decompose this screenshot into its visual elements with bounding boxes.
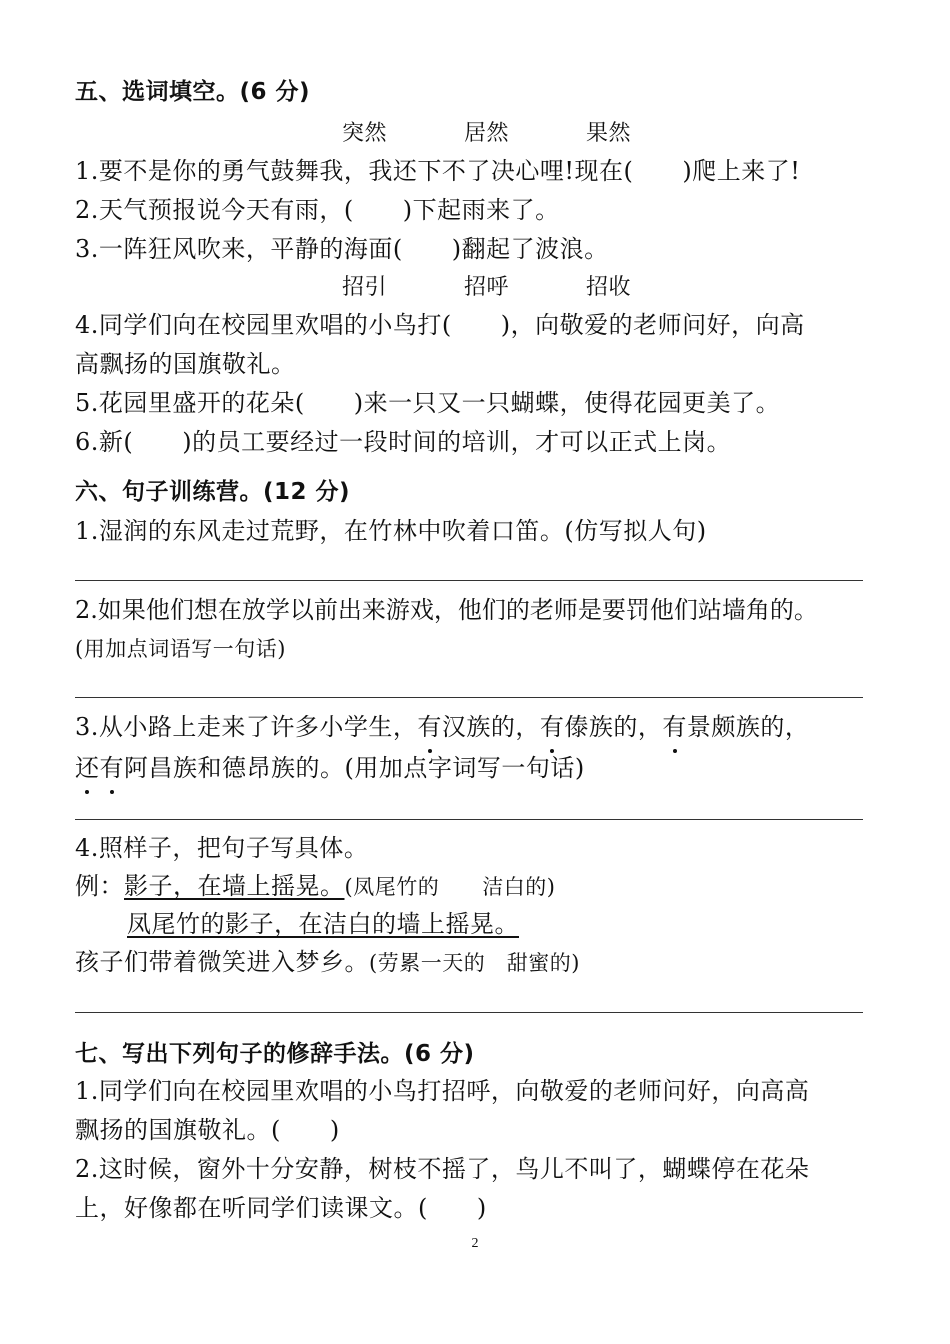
s6-question-2-line2: (用加点词语写一句话) <box>75 637 286 661</box>
dotted-char: 有 <box>539 713 565 741</box>
s6-question-2-line1: 2.如果他们想在放学以前出来游戏，他们的老师是要罚他们站墙角的。 <box>75 596 818 624</box>
example-result: 凤尾竹的影子，在洁白的墙上摇晃。 <box>127 910 519 938</box>
task-hint: (劳累一天的 甜蜜的) <box>369 951 580 975</box>
answer-line[interactable] <box>75 580 863 581</box>
s7-question-2-line1: 2.这时候，窗外十分安静，树枝不摇了，鸟儿不叫了，蝴蝶停在花朵 <box>75 1155 810 1183</box>
dotted-char: 有 <box>99 754 124 782</box>
s7-question-1-line1: 1.同学们向在校园里欢唱的小鸟打招呼，向敬爱的老师问好，向高高 <box>75 1077 810 1105</box>
s5-question-2: 2.天气预报说今天有雨，( )下起雨来了。 <box>75 196 560 224</box>
answer-line[interactable] <box>75 697 863 698</box>
s5-question-1: 1.要不是你的勇气鼓舞我，我还下不了决心哩!现在( )爬上来了! <box>75 157 801 185</box>
s5-question-4-line1: 4.同学们向在校园里欢唱的小鸟打( )，向敬爱的老师问好，向高 <box>75 311 805 339</box>
section5-title: 五、选词填空。(6 分) <box>75 79 311 105</box>
s6-question-1: 1.湿润的东风走过荒野，在竹林中吹着口笛。(仿写拟人句) <box>75 517 707 545</box>
s5-question-3: 3.一阵狂风吹来，平静的海面( )翻起了波浪。 <box>75 235 609 263</box>
dotted-char: 有 <box>662 713 687 741</box>
word-choice: 突然 <box>342 121 388 146</box>
dotted-char: 还 <box>75 754 100 782</box>
word-choice: 果然 <box>586 121 632 146</box>
s5-question-6: 6.新( )的员工要经过一段时间的培训，才可以正式上岗。 <box>75 428 732 456</box>
task-line <box>75 946 580 979</box>
word-choice: 招呼 <box>464 275 510 300</box>
page-number: 2 <box>471 1236 479 1251</box>
s6-question-4: 4.照样子，把句子写具体。 <box>75 834 369 862</box>
example-hint: (凤尾竹的 洁白的) <box>344 875 556 899</box>
task-sentence: 孩子们带着微笑进入梦乡。 <box>75 948 369 976</box>
word-choices-2 <box>342 272 631 304</box>
s5-question-4-line2: 高飘扬的国旗敬礼。 <box>75 350 296 378</box>
section7-title: 七、写出下列句子的修辞手法。(6 分) <box>75 1041 475 1067</box>
section6-title: 六、句子训练营。(12 分) <box>75 479 351 505</box>
answer-line[interactable] <box>75 819 863 820</box>
word-choices-1 <box>342 118 631 150</box>
s7-question-2-line2: 上，好像都在听同学们读课文。( ) <box>75 1194 487 1222</box>
example-line <box>75 870 555 903</box>
dotted-char: 有 <box>417 713 442 741</box>
s6-question-3-line1: 3.从小路上走来了许多小学生，有汉族的，有傣族的，有景颇族的， <box>75 713 810 741</box>
s7-question-1-line2: 飘扬的国旗敬礼。( ) <box>75 1116 340 1144</box>
s6-question-3-line2: 还有阿昌族和德昂族的。(用加点字词写一句话) <box>75 754 585 782</box>
word-choice: 居然 <box>464 121 510 146</box>
s5-question-5: 5.花园里盛开的花朵( )来一只又一只蝴蝶，使得花园更美了。 <box>75 389 781 417</box>
example-label: 例： <box>75 872 124 900</box>
word-choice: 招收 <box>586 275 632 300</box>
example-sentence: 影子，在墙上摇晃。 <box>124 872 345 900</box>
answer-line[interactable] <box>75 1012 863 1013</box>
word-choice: 招引 <box>342 275 388 300</box>
